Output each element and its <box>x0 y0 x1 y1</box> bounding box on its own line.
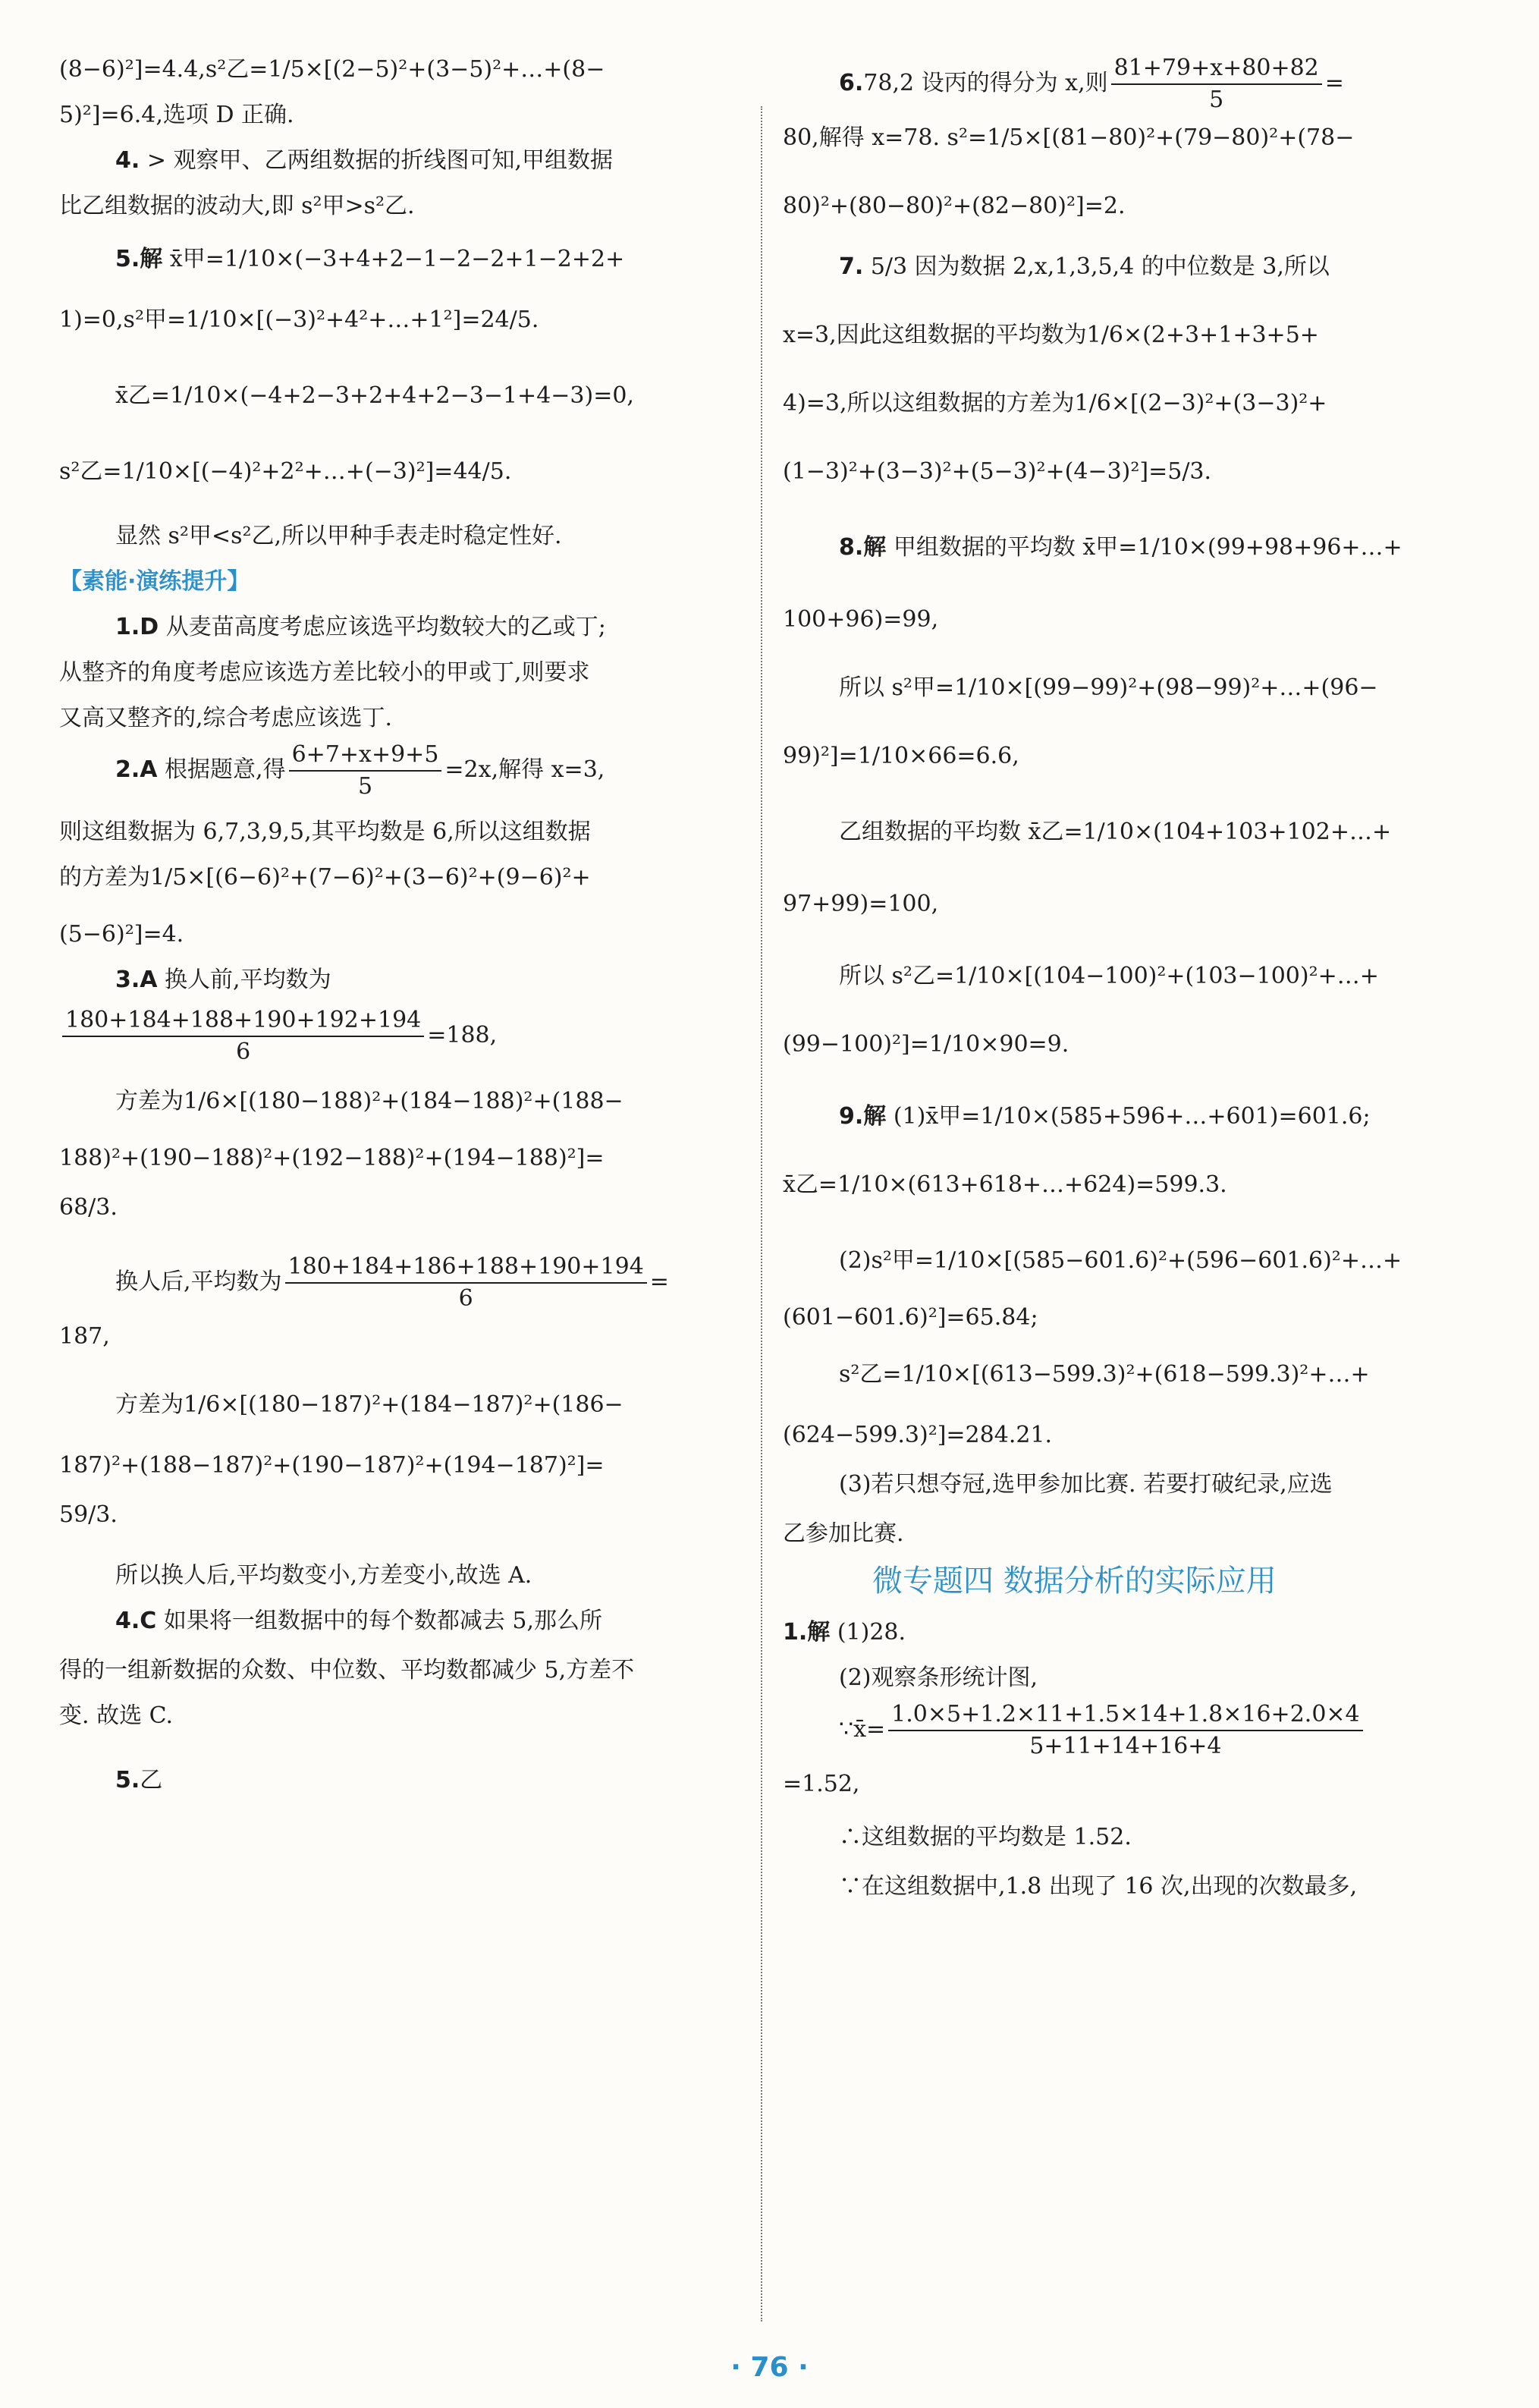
item-text: 换人后,平均数为 <box>115 1268 282 1295</box>
text-line: 比乙组数据的波动大,即 s²甲>s²乙. <box>59 193 415 219</box>
item-text: > 观察甲、乙两组数据的折线图可知,甲组数据 <box>146 147 614 174</box>
answer-item <box>839 250 1330 284</box>
text-line: 所以换人后,平均数变小,方差变小,故选 A. <box>115 1562 532 1589</box>
item-number: 5. <box>115 1767 140 1793</box>
item-number: 4.C <box>115 1608 157 1634</box>
text-line: s²乙=1/10×[(613−599.3)²+(618−599.3)²+…+ <box>839 1361 1370 1388</box>
item-text: =2x,解得 x=3, <box>444 756 605 783</box>
text-line: =1.52, <box>783 1771 860 1797</box>
answer-item <box>115 611 606 644</box>
fraction-numerator: 180+184+186+188+190+194 <box>285 1252 647 1284</box>
text-line: ∵在这组数据中,1.8 出现了 16 次,出现的次数最多, <box>839 1873 1358 1900</box>
fraction-denominator: 5 <box>1209 86 1224 113</box>
text-line: 乙参加比赛. <box>783 1520 904 1547</box>
item-text: 5/3 因为数据 2,x,1,3,5,4 的中位数是 3,所以 <box>870 253 1330 280</box>
fraction-denominator: 6 <box>458 1285 473 1312</box>
text-line: 的方差为1/5×[(6−6)²+(7−6)²+(3−6)²+(9−6)²+ <box>59 864 591 891</box>
column-divider <box>761 106 762 2322</box>
text-line: 显然 s²甲<s²乙,所以甲种手表走时稳定性好. <box>115 523 562 549</box>
item-text: 换人前,平均数为 <box>165 967 331 993</box>
text-line <box>839 1699 1366 1762</box>
text-line: 方差为1/6×[(180−188)²+(184−188)²+(188− <box>115 1088 623 1114</box>
text-line: 乙组数据的平均数 x̄乙=1/10×(104+103+102+…+ <box>839 819 1392 845</box>
text-line: (8−6)²]=4.4,s²乙=1/5×[(2−5)²+(3−5)²+…+(8− <box>59 56 605 83</box>
text-line: 方差为1/6×[(180−187)²+(184−187)²+(186− <box>115 1391 623 1418</box>
fraction-denominator: 5+11+14+16+4 <box>1029 1733 1222 1759</box>
section-heading: 微专题四 数据分析的实际应用 <box>872 1564 1277 1599</box>
text-line: 187)²+(188−187)²+(190−187)²+(194−187)²]= <box>59 1452 605 1479</box>
answer-item <box>783 1616 906 1649</box>
text-line: 得的一组新数据的众数、中位数、平均数都减少 5,方差不 <box>59 1657 635 1683</box>
fraction-numerator: 1.0×5+1.2×11+1.5×14+1.8×16+2.0×4 <box>888 1699 1362 1731</box>
item-number: 6. <box>839 70 864 96</box>
text-line <box>59 1005 497 1067</box>
text-line: (624−599.3)²]=284.21. <box>783 1422 1053 1448</box>
item-text: ∵x̄= <box>839 1716 886 1743</box>
answer-item <box>839 1100 1371 1133</box>
text-line: 97+99)=100, <box>783 891 939 917</box>
fraction <box>62 1005 424 1067</box>
item-number: 4. <box>115 147 140 174</box>
item-text: 甲组数据的平均数 x̄甲=1/10×(99+98+96+…+ <box>893 534 1402 561</box>
item-number: 3.A <box>115 967 158 993</box>
fraction <box>285 1252 647 1314</box>
item-number: 9.解 <box>839 1103 887 1130</box>
item-text: = <box>1324 70 1344 96</box>
text-line: 从整齐的角度考虑应该选方差比较小的甲或丁,则要求 <box>59 659 590 686</box>
page-number: · 76 · <box>730 2352 809 2383</box>
item-text: =188, <box>427 1022 498 1048</box>
item-text: x̄甲=1/10×(−3+4+2−1−2−2+1−2+2+ <box>169 246 625 272</box>
fraction <box>1111 53 1322 115</box>
text-line: x=3,因此这组数据的平均数为1/6×(2+3+1+3+5+ <box>783 322 1319 348</box>
fraction-denominator: 6 <box>236 1039 251 1065</box>
item-text: (1)x̄甲=1/10×(585+596+…+601)=601.6; <box>893 1103 1371 1130</box>
item-text: 从麦苗高度考虑应该选平均数较大的乙或丁; <box>165 614 606 640</box>
answer-item <box>115 964 331 997</box>
item-text: 根据题意,得 <box>165 756 286 783</box>
text-line: 188)²+(190−188)²+(192−188)²+(194−188)²]= <box>59 1145 605 1171</box>
item-text: = <box>649 1268 669 1295</box>
item-text: (1)28. <box>837 1619 906 1646</box>
text-line: 187, <box>59 1323 110 1350</box>
text-line: 又高又整齐的,综合考虑应该选丁. <box>59 705 393 731</box>
text-line: 1)=0,s²甲=1/10×[(−3)²+4²+…+1²]=24/5. <box>59 307 539 333</box>
text-line: 68/3. <box>59 1194 118 1221</box>
answer-item <box>839 53 1344 115</box>
answer-item <box>839 531 1402 564</box>
text-line: ∴这组数据的平均数是 1.52. <box>839 1824 1132 1850</box>
text-line: 99)²]=1/10×66=6.6, <box>783 743 1019 769</box>
answer-item <box>115 1764 162 1797</box>
text-line: (601−601.6)²]=65.84; <box>783 1304 1038 1331</box>
text-line: 所以 s²甲=1/10×[(99−99)²+(98−99)²+…+(96− <box>839 674 1378 701</box>
answer-item <box>115 740 605 802</box>
item-text: 乙 <box>140 1767 163 1793</box>
fraction-numerator: 6+7+x+9+5 <box>289 740 442 772</box>
text-line: 59/3. <box>59 1501 118 1528</box>
text-line: (99−100)²]=1/10×90=9. <box>783 1031 1069 1058</box>
text-line: 则这组数据为 6,7,3,9,5,其平均数是 6,所以这组数据 <box>59 819 591 845</box>
item-text: 78,2 设丙的得分为 x,则 <box>863 70 1108 96</box>
text-line: 所以 s²乙=1/10×[(104−100)²+(103−100)²+…+ <box>839 963 1379 989</box>
answer-item <box>115 243 624 276</box>
fraction-numerator: 180+184+188+190+192+194 <box>62 1005 424 1037</box>
text-line: s²乙=1/10×[(−4)²+2²+…+(−3)²]=44/5. <box>59 458 512 485</box>
text-line: 80,解得 x=78. s²=1/5×[(81−80)²+(79−80)²+(78− <box>783 124 1355 151</box>
text-line <box>115 1252 669 1314</box>
item-number: 1.解 <box>783 1619 831 1646</box>
answer-item <box>115 1605 602 1638</box>
text-line: 4)=3,所以这组数据的方差为1/6×[(2−3)²+(3−3)²+ <box>783 390 1327 417</box>
fraction <box>888 1699 1362 1762</box>
section-title: 【素能·演练提升】 <box>59 568 250 595</box>
item-number: 5.解 <box>115 246 163 272</box>
text-line: (2)观察条形统计图, <box>839 1665 1038 1691</box>
text-line: 5)²]=6.4,选项 D 正确. <box>59 102 294 128</box>
text-line: 80)²+(80−80)²+(82−80)²]=2. <box>783 193 1126 219</box>
text-line: (3)若只想夺冠,选甲参加比赛. 若要打破纪录,应选 <box>839 1471 1333 1498</box>
text-line: (1−3)²+(3−3)²+(5−3)²+(4−3)²]=5/3. <box>783 458 1212 485</box>
text-line: 变. 故选 C. <box>59 1702 174 1729</box>
text-line: x̄乙=1/10×(613+618+…+624)=599.3. <box>783 1171 1227 1198</box>
item-number: 7. <box>839 253 864 280</box>
fraction-numerator: 81+79+x+80+82 <box>1111 53 1322 85</box>
text-line: (5−6)²]=4. <box>59 921 184 948</box>
text-line: (2)s²甲=1/10×[(585−601.6)²+(596−601.6)²+…+ <box>839 1247 1402 1274</box>
item-number: 8.解 <box>839 534 887 561</box>
answer-item <box>115 144 613 178</box>
item-text: 如果将一组数据中的每个数都减去 5,那么所 <box>163 1608 603 1634</box>
text-line: x̄乙=1/10×(−4+2−3+2+4+2−3−1+4−3)=0, <box>115 382 634 409</box>
item-number: 1.D <box>115 614 159 640</box>
item-number: 2.A <box>115 756 158 783</box>
fraction-denominator: 5 <box>357 773 373 800</box>
fraction <box>289 740 442 802</box>
text-line: 100+96)=99, <box>783 606 939 633</box>
